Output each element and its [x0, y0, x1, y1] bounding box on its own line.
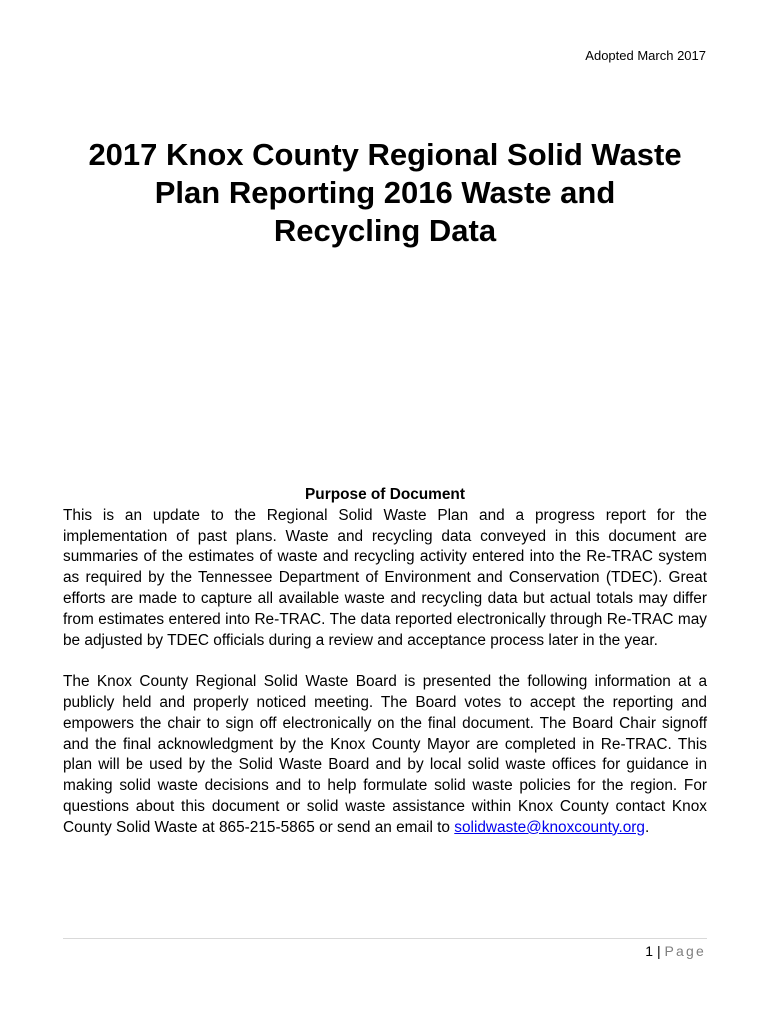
purpose-paragraph-1: This is an update to the Regional Solid Waste Plan and a progress report for the implementation of past plans. Waste and recycling data conveyed in this document are summaries of the estimates of waste and recycling activity entered into the Re-TRAC system as required by the Tennessee Department of Environment and Conservation (TDEC). Great efforts are made to capture all available waste and recycling data but actual totals may differ from estimates entered into Re-TRAC. The data reported electronically through Re-TRAC may be adjusted by TDEC officials during a review and acceptance process later in the year.	[63, 506, 707, 649]
adopted-date-note: Adopted March 2017	[585, 48, 706, 63]
end-punctuation: .	[645, 818, 650, 836]
page-number: 1	[645, 943, 654, 959]
purpose-heading: Purpose of Document	[305, 486, 465, 503]
purpose-paragraph-2	[63, 672, 707, 838]
footer-divider	[63, 938, 707, 939]
title-line-2: Plan Reporting 2016 Waste and	[154, 175, 616, 210]
title-line-1: 2017 Knox County Regional Solid Waste	[88, 137, 682, 172]
purpose-section	[63, 485, 707, 839]
page-footer	[645, 943, 706, 959]
purpose-paragraph-2-text: The Knox County Regional Solid Waste Board is presented the following information at a publicly held and properly noticed meeting. The Board votes to accept the reporting and empowers the chair to sign off electronically on the final document. The Board Chair signoff and the final acknowledgment by the Knox County Mayor are completed in Re-TRAC. This plan will be used by the Solid Waste Board and by local solid waste offices for guidance in making solid waste decisions and to help formulate solid waste policies for the region. For questions about this document or solid waste assistance within Knox County contact Knox County Solid Waste at 865-215-5865 or send an email to	[63, 673, 707, 836]
email-link[interactable]: solidwaste@knoxcounty.org	[454, 818, 645, 836]
page-separator: |	[653, 943, 665, 959]
title-line-3: Recycling Data	[273, 213, 497, 248]
page-label: Page	[664, 943, 706, 959]
document-title	[40, 136, 730, 250]
